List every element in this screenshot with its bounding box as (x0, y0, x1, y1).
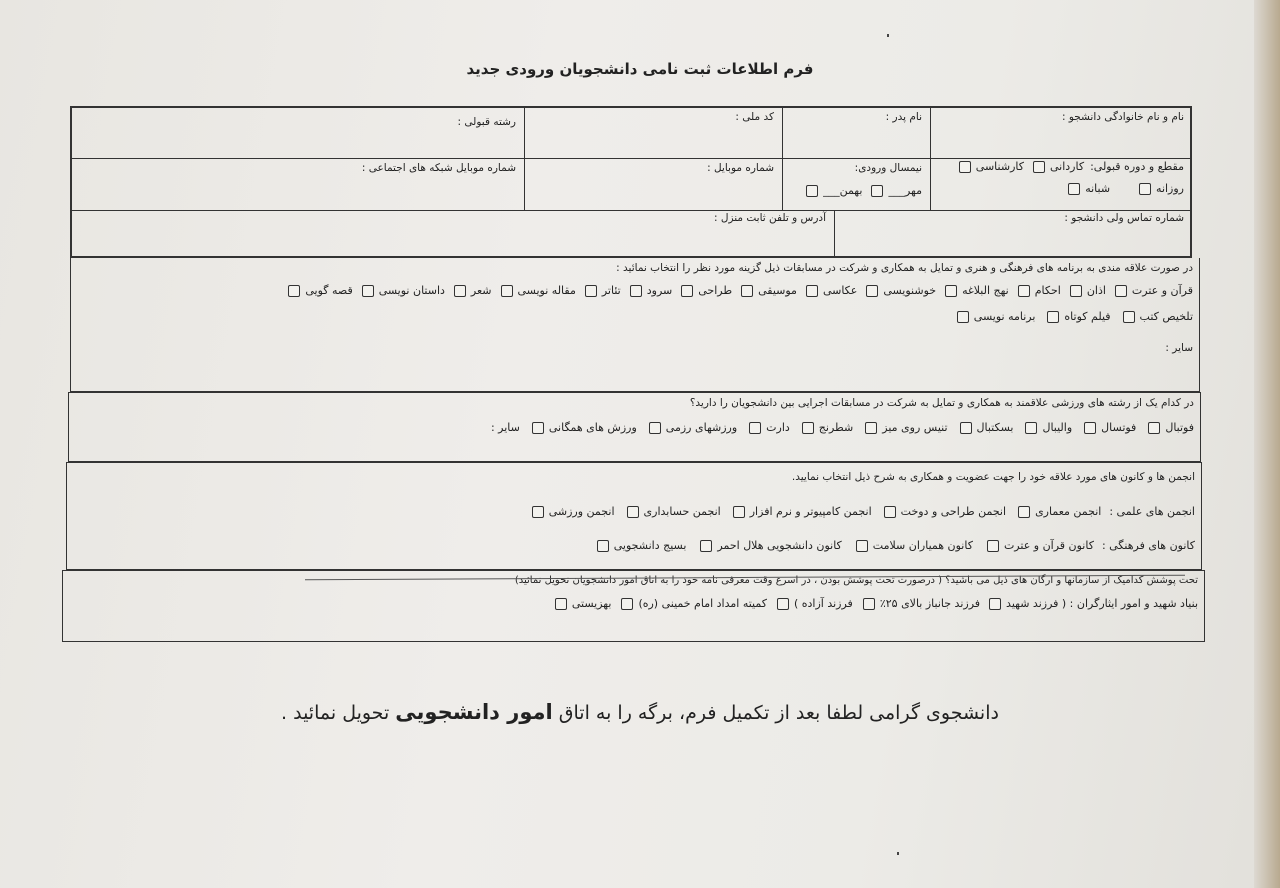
footer-note: دانشجوی گرامی لطفا بعد از تکمیل فرم، برگه را به اتاق امور دانشجویی تحویل نمائید . (281, 700, 999, 724)
checkbox[interactable] (987, 540, 999, 552)
checkbox[interactable] (597, 540, 609, 552)
option-item[interactable]: برنامه نویسی (957, 310, 1036, 323)
checkbox[interactable] (1070, 285, 1082, 297)
coverage-section (62, 570, 1205, 642)
checkbox[interactable] (802, 422, 814, 434)
checkbox[interactable] (1047, 311, 1059, 323)
checkbox[interactable] (532, 506, 544, 518)
option-item[interactable]: انجمن کامپیوتر و نرم افزار (733, 505, 872, 518)
checkbox[interactable] (866, 285, 878, 297)
cultural-clubs-label: کانون های فرهنگی : (1101, 539, 1195, 552)
checkbox[interactable] (501, 285, 513, 297)
sports-section (68, 392, 1201, 462)
cultural-options-row1 (279, 284, 1193, 297)
option-item[interactable]: والیبال (1025, 421, 1072, 434)
field-of-study-label: رشته قبولی : (457, 116, 516, 128)
checkbox[interactable] (585, 285, 597, 297)
option-item[interactable]: قصه گویی (288, 284, 352, 297)
option-mehr[interactable]: مهر___ (871, 184, 922, 197)
option-item[interactable]: سرود (630, 284, 673, 297)
option-item[interactable]: انجمن طراحی و دوخت (884, 505, 1006, 518)
checkbox[interactable] (989, 598, 1001, 610)
student-name-label: نام و نام خانوادگی دانشجو : (1061, 111, 1184, 123)
checkbox[interactable] (627, 506, 639, 518)
option-bachelor[interactable]: کارشناسی (959, 160, 1024, 173)
option-item[interactable]: اذان (1070, 284, 1106, 297)
option-item[interactable]: فوتبال (1148, 421, 1194, 434)
checkbox[interactable] (1068, 183, 1080, 195)
checkbox[interactable] (960, 422, 972, 434)
option-item[interactable]: عکاسی (806, 284, 857, 297)
option-item[interactable]: بسیج دانشجویی (597, 539, 687, 552)
option-item[interactable]: قرآن و عترت (1115, 284, 1193, 297)
checkbox[interactable] (884, 506, 896, 518)
degree-level-label: مقطع و دوره قبولی: (1090, 160, 1184, 173)
option-item[interactable]: انجمن ورزشی (532, 505, 615, 518)
checkbox[interactable] (1148, 422, 1160, 434)
option-item[interactable]: دارت (749, 421, 790, 434)
option-item[interactable]: انجمن حسابداری (627, 505, 721, 518)
degree-level-row (950, 160, 1184, 173)
personal-info-table (70, 106, 1192, 258)
option-item[interactable]: بسکتبال (960, 421, 1014, 434)
address-label: آدرس و تلفن ثابت منزل : (713, 212, 826, 224)
social-mobile-label: شماره موبایل شبکه های اجتماعی : (361, 162, 516, 174)
national-code-label: کد ملی : (735, 111, 774, 123)
checkbox[interactable] (1115, 285, 1127, 297)
option-item[interactable]: کمیته امداد امام خمینی (ره) (621, 597, 767, 610)
option-item[interactable]: فوتسال (1084, 421, 1136, 434)
checkbox[interactable] (957, 311, 969, 323)
father-name-label: نام پدر : (885, 111, 922, 123)
checkbox[interactable] (454, 285, 466, 297)
option-item[interactable]: طراحی (681, 284, 732, 297)
checkbox[interactable] (865, 422, 877, 434)
option-evening[interactable]: شبانه (1068, 182, 1110, 195)
checkbox[interactable] (1025, 422, 1037, 434)
option-item[interactable]: تلخیص کتب (1123, 310, 1193, 323)
checkbox[interactable] (649, 422, 661, 434)
option-item[interactable]: مقاله نویسی (501, 284, 576, 297)
sports-options-row (491, 421, 1194, 434)
option-bahman[interactable]: بهمن___ (806, 184, 862, 197)
checkbox[interactable] (555, 598, 567, 610)
associations-section (66, 462, 1202, 570)
checkbox[interactable] (1084, 422, 1096, 434)
option-item[interactable]: شعر (454, 284, 492, 297)
option-item[interactable]: شطرنج (802, 421, 853, 434)
option-item[interactable]: موسیقی (741, 284, 797, 297)
study-time-row (1059, 182, 1184, 195)
option-martyr-child[interactable]: بنیاد شهید و امور ایثارگران : ( فرزند شهید (989, 597, 1198, 610)
cultural-prompt: در صورت علاقه مندی به برنامه های فرهنگی و هنری و تمایل به همکاری و شرکت در مسابقات ذیل گزینه مورد نظر را انتخاب نمائید : (616, 262, 1193, 274)
sports-other-label: سایر : (490, 421, 520, 434)
entry-semester-label: نیمسال ورودی: (854, 162, 922, 174)
option-item[interactable]: فیلم کوتاه (1047, 310, 1110, 323)
option-associate[interactable]: کاردانی (1033, 160, 1084, 173)
option-item[interactable]: بهزیستی (555, 597, 612, 610)
option-item[interactable]: تئاتر (585, 284, 621, 297)
checkbox[interactable] (532, 422, 544, 434)
checkbox[interactable] (700, 540, 712, 552)
cultural-options-row2 (945, 310, 1193, 323)
form-title: فرم اطلاعات ثبت نامی دانشجویان ورودی جدید (466, 60, 814, 78)
option-item[interactable]: انجمن معماری (1018, 505, 1101, 518)
option-item[interactable]: فرزند جانباز بالای ۲۵٪ (863, 597, 980, 610)
coverage-options-row (545, 597, 1198, 610)
option-item[interactable]: خوشنویسی (866, 284, 936, 297)
checkbox[interactable] (1018, 506, 1030, 518)
coverage-prompt: تحت پوشش کدامیک از سازمانها و ارگان های ذیل می باشید؟ ( درصورت تحت پوشش بودن ، در اسرع وقت معرفی نامه خود را به اتاق امور دانشجویان تحویل نمائید) (514, 575, 1198, 586)
option-item[interactable]: احکام (1018, 284, 1061, 297)
cultural-clubs-row (583, 539, 1195, 552)
checkbox[interactable] (945, 285, 957, 297)
checkbox[interactable] (733, 506, 745, 518)
checkbox[interactable] (863, 598, 875, 610)
option-item[interactable]: تنیس روی میز (865, 421, 947, 434)
checkbox[interactable] (806, 285, 818, 297)
option-item[interactable]: کانون دانشجویی هلال احمر (700, 539, 841, 552)
sports-prompt: در کدام یک از رشته های ورزشی علاقمند به همکاری و تمایل به شرکت در مسابقات اجرایی بین دانشجویان را دارید؟ (689, 397, 1194, 409)
option-item[interactable]: نهج البلاغه (945, 284, 1009, 297)
option-item[interactable]: کانون قرآن و عترت (987, 539, 1094, 552)
cultural-section (70, 258, 1200, 392)
checkbox[interactable] (741, 285, 753, 297)
associations-prompt: انجمن ها و کانون های مورد علاقه خود را جهت عضویت و همکاری به شرح ذیل انتخاب نمایید. (791, 471, 1195, 483)
scientific-label: انجمن های علمی : (1109, 505, 1195, 518)
checkbox[interactable] (681, 285, 693, 297)
option-item[interactable]: کانون همیاران سلامت (856, 539, 973, 552)
checkbox[interactable] (1018, 285, 1030, 297)
checkbox[interactable] (288, 285, 300, 297)
speck (897, 852, 899, 855)
option-item[interactable]: فرزند آزاده ) (777, 597, 853, 610)
checkbox[interactable] (806, 185, 818, 197)
guardian-phone-label: شماره تماس ولی دانشجو : (1064, 212, 1184, 224)
option-item[interactable]: ورزش های همگانی (532, 421, 637, 434)
cultural-other-label: سایر : (1165, 342, 1193, 354)
speck (887, 34, 889, 37)
entry-semester-options (797, 184, 922, 197)
paper-edge (1254, 0, 1280, 888)
checkbox[interactable] (777, 598, 789, 610)
footer-office: امور دانشجویی (395, 700, 553, 724)
option-item[interactable]: داستان نویسی (362, 284, 445, 297)
scientific-associations-row (520, 505, 1195, 518)
checkbox[interactable] (362, 285, 374, 297)
checkbox[interactable] (749, 422, 761, 434)
option-daytime[interactable]: روزانه (1139, 182, 1184, 195)
option-item[interactable]: ورزشهای رزمی (649, 421, 737, 434)
checkbox[interactable] (621, 598, 633, 610)
checkbox[interactable] (1123, 311, 1135, 323)
checkbox[interactable] (871, 185, 883, 197)
checkbox[interactable] (856, 540, 868, 552)
checkbox[interactable] (1033, 161, 1045, 173)
checkbox[interactable] (1139, 183, 1151, 195)
checkbox[interactable] (630, 285, 642, 297)
mobile-label: شماره موبایل : (707, 162, 774, 174)
checkbox[interactable] (959, 161, 971, 173)
